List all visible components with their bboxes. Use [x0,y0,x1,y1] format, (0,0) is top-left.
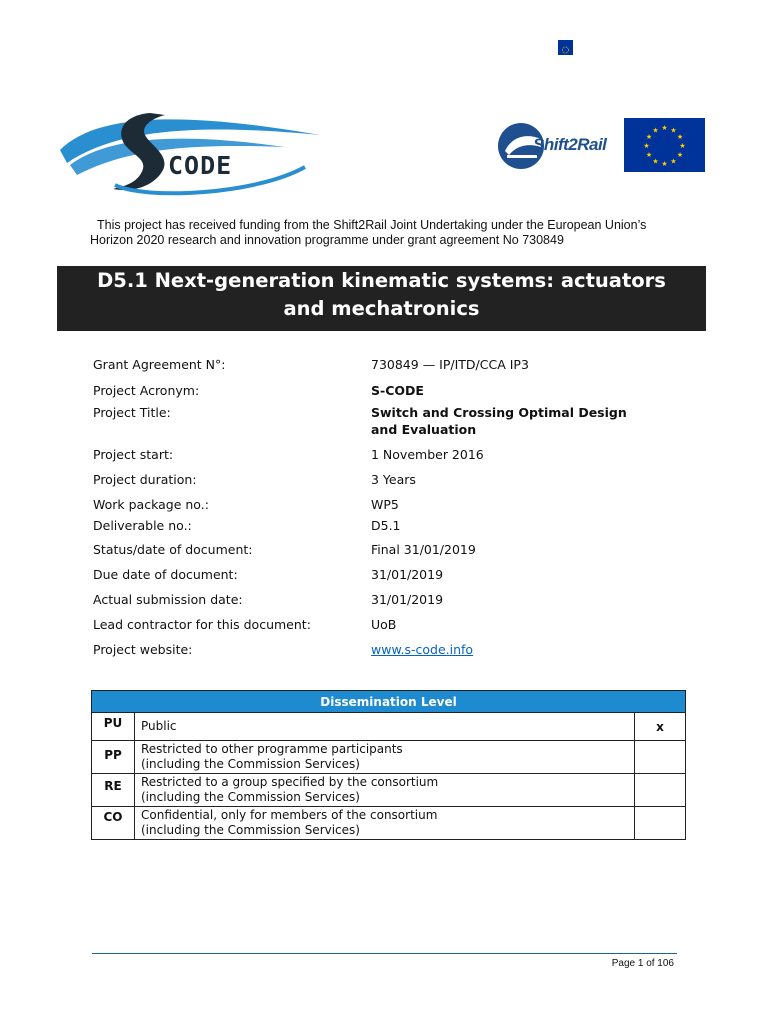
dissemination-code: PU [92,713,135,741]
info-value-start: 1 November 2016 [371,447,484,462]
dissemination-mark [635,774,686,807]
eu-flag-icon [624,118,705,172]
dissemination-code: RE [92,774,135,807]
svg-text:★: ★ [661,124,668,132]
table-row [92,741,686,774]
dissemination-description [135,807,635,840]
dissemination-description [135,713,635,741]
info-label-work-package: Work package no.: [93,497,209,512]
svg-text:★: ★ [652,157,659,166]
dissemination-header: Dissemination Level [92,691,686,713]
info-value-due-date: 31/01/2019 [371,567,444,582]
eu-flag-small-icon [558,40,573,50]
footer-divider [92,953,677,954]
scode-logo [55,105,325,200]
dissemination-description [135,774,635,807]
shift2rail-logo-text: Shift2Rail [533,135,607,154]
info-label-lead: Lead contractor for this document: [93,617,311,632]
svg-text:★: ★ [645,133,653,141]
table-row [92,774,686,807]
info-value-submission: 31/01/2019 [371,592,444,607]
table-row [92,713,686,741]
dissemination-description-line1: Public [141,719,177,733]
info-label-duration: Project duration: [93,472,197,487]
info-value-title: Switch and Crossing Optimal Design and Evaluation [371,405,627,437]
funding-statement: This project has received funding from the Shift2Rail Joint Undertaking under the European Union’s Horizon 2020 research and innovation programme under grant agreement No 730849 [90,218,647,247]
svg-text:★: ★ [670,157,677,166]
svg-text:★: ★ [676,151,684,159]
dissemination-description-line2: (including the Commission Services) [141,757,360,771]
scode-logo-text: CODE [168,151,233,180]
svg-text:★: ★ [670,126,677,135]
info-value-acronym: S-CODE [371,383,424,398]
svg-text:★: ★ [645,151,653,159]
dissemination-mark: x [635,713,686,741]
svg-text:★: ★ [643,142,650,150]
svg-text:★: ★ [661,160,668,168]
info-label-grant: Grant Agreement N°: [93,357,226,372]
page-number: Page 1 of 106 [611,958,674,969]
table-row [92,807,686,840]
dissemination-description-line1: Restricted to other programme participants [141,742,403,756]
svg-text:★: ★ [652,126,659,135]
info-value-status: Final 31/01/2019 [371,542,476,557]
document-title-box [57,266,706,331]
info-value-lead: UoB [371,617,397,632]
shift2rail-logo [497,121,612,171]
dissemination-description-line2: (including the Commission Services) [141,823,360,837]
info-value-work-package: WP5 [371,497,399,512]
dissemination-description-line1: Confidential, only for members of the consortium [141,808,438,822]
info-value-grant: 730849 — IP/ITD/CCA IP3 [371,357,529,372]
info-value-duration: 3 Years [371,472,416,487]
info-value-deliverable: D5.1 [371,518,401,533]
dissemination-description [135,741,635,774]
dissemination-table [91,690,686,840]
dissemination-mark [635,807,686,840]
dissemination-description-line1: Restricted to a group specified by the consortium [141,775,439,789]
dissemination-code: CO [92,807,135,840]
dissemination-code: PP [92,741,135,774]
document-title: D5.1 Next-generation kinematic systems: actuators and mechatronics [97,269,666,320]
info-label-status: Status/date of document: [93,542,253,557]
info-label-deliverable: Deliverable no.: [93,518,192,533]
svg-text:★: ★ [676,133,684,141]
dissemination-mark [635,741,686,774]
info-label-website: Project website: [93,642,193,657]
dissemination-description-line2: (including the Commission Services) [141,790,360,804]
info-label-start: Project start: [93,447,174,462]
project-website-link[interactable]: www.s-code.info [371,642,474,657]
info-label-due-date: Due date of document: [93,567,238,582]
info-label-acronym: Project Acronym: [93,383,200,398]
info-label-title: Project Title: [93,405,171,420]
info-label-submission: Actual submission date: [93,592,243,607]
svg-text:★: ★ [679,142,686,150]
